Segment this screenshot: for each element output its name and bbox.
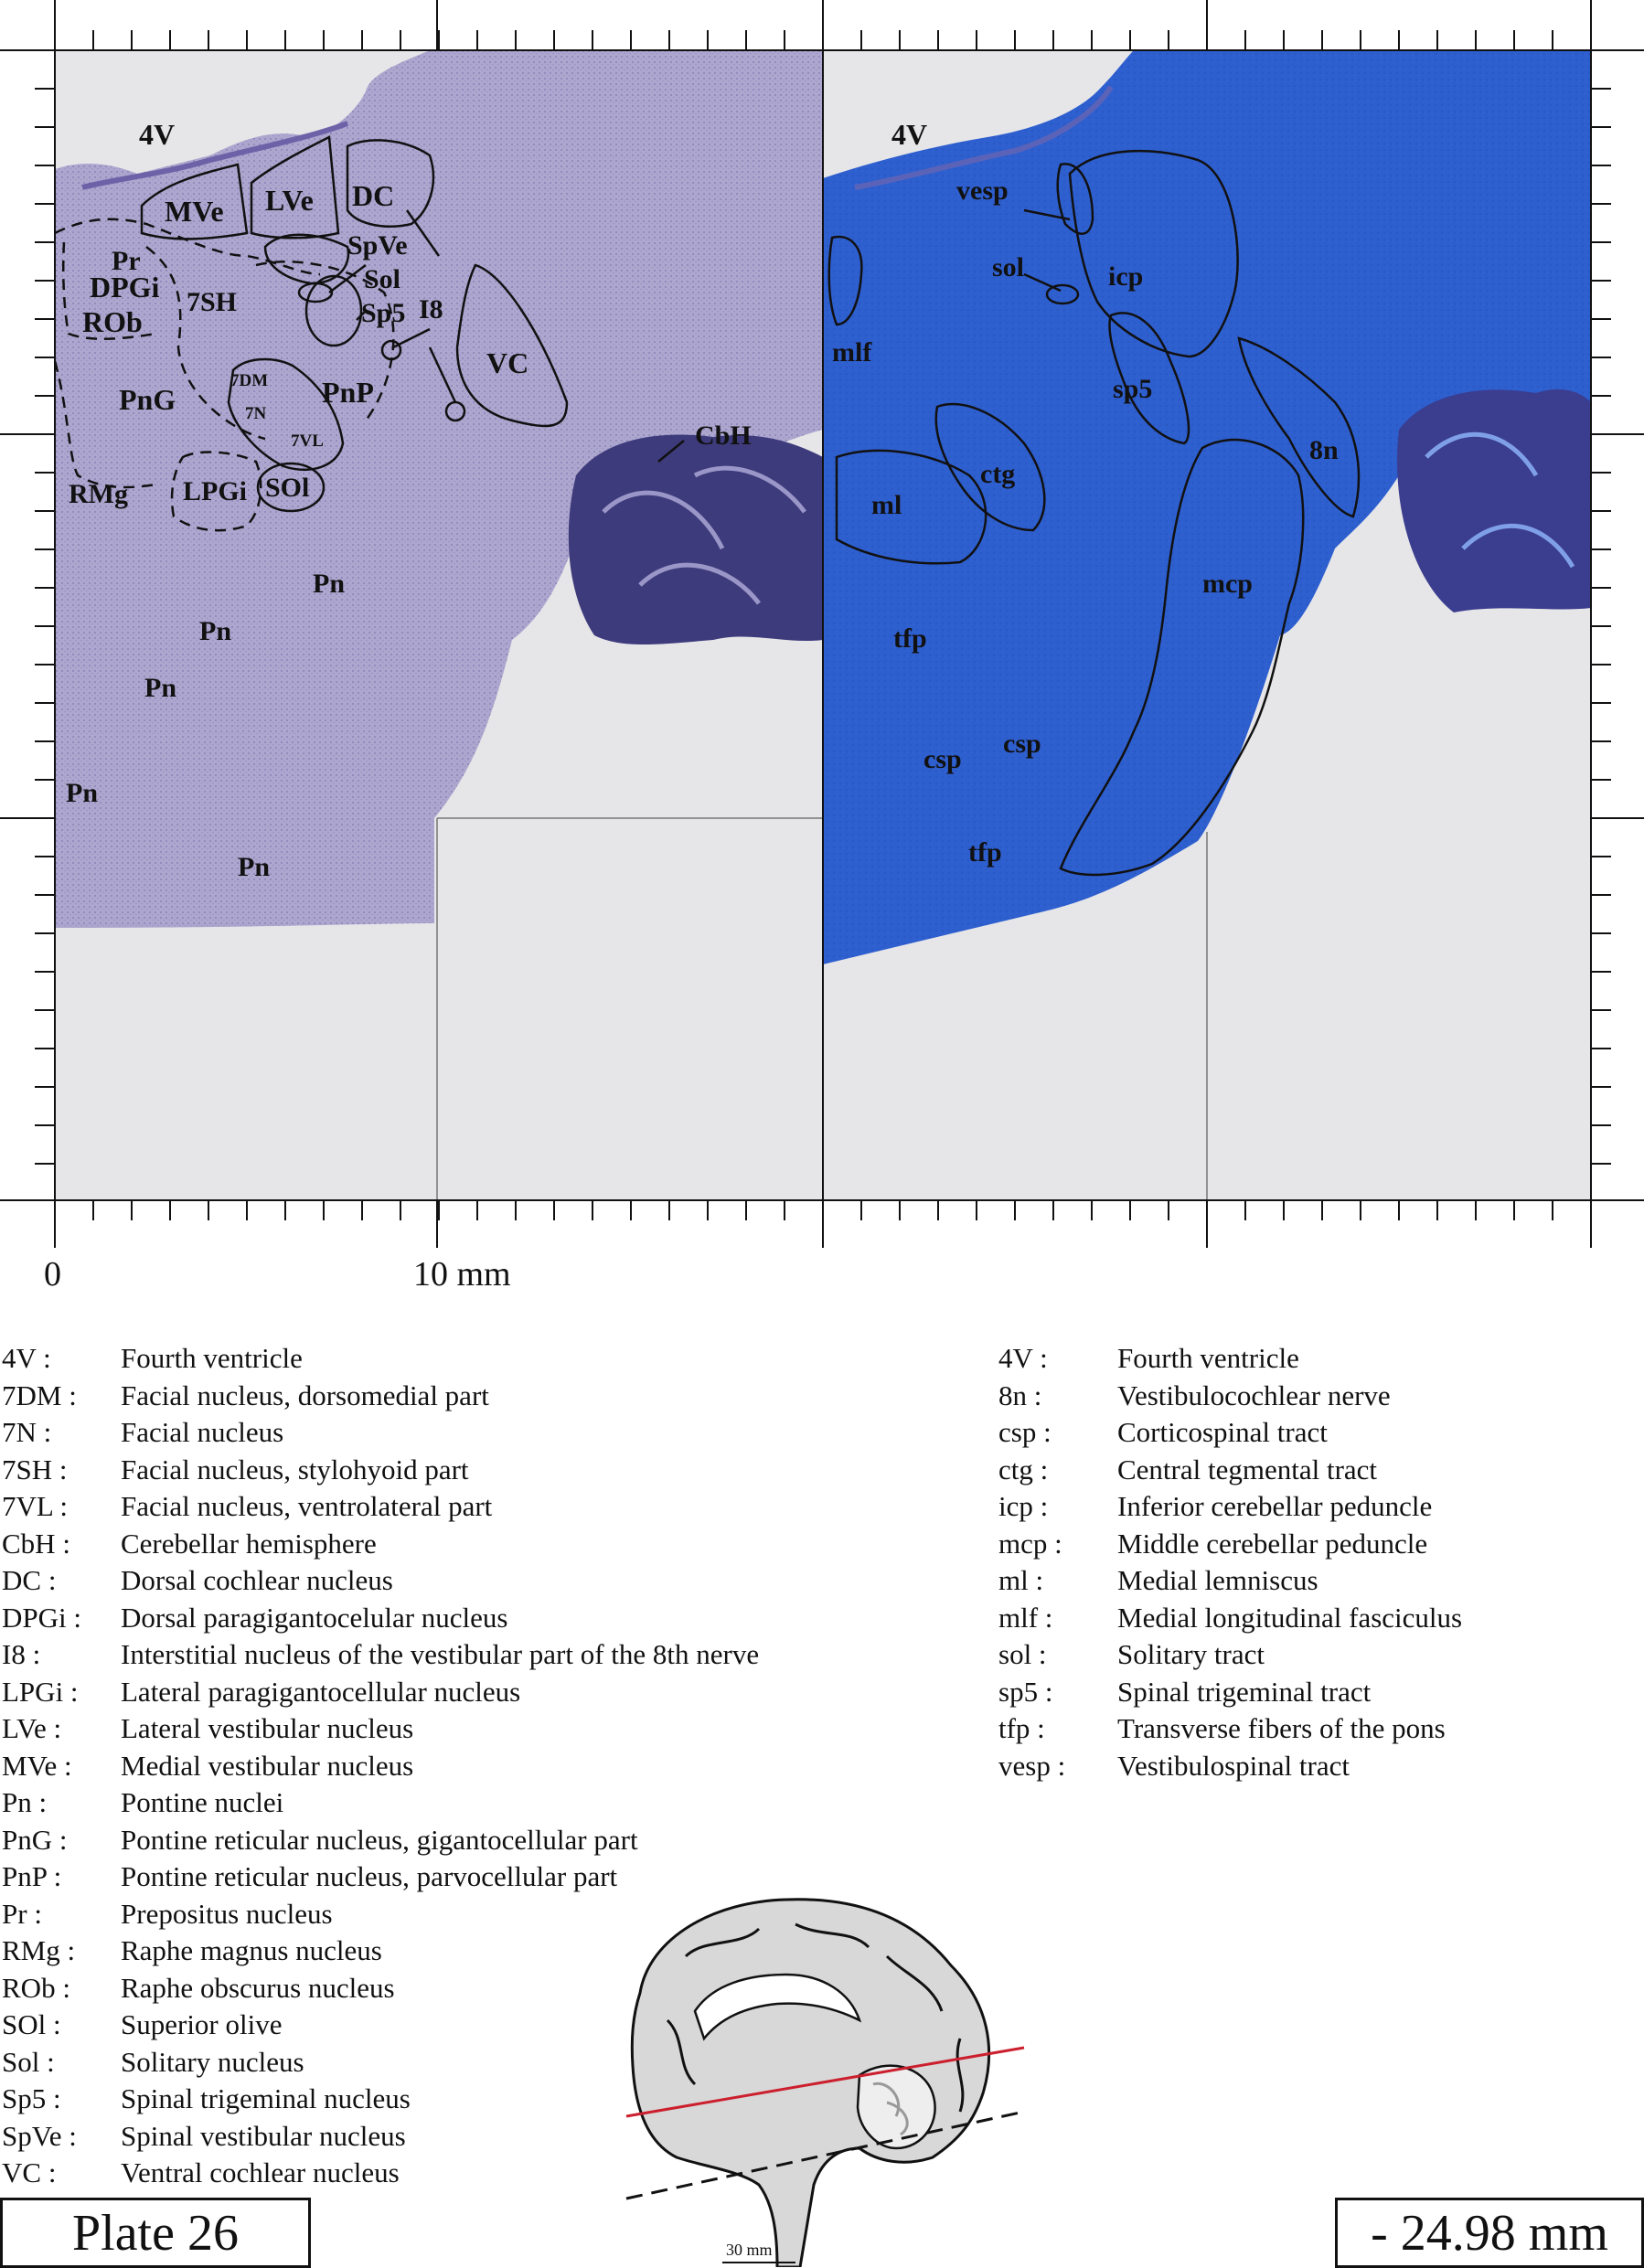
lfb-structure-label: sp5 xyxy=(1113,374,1153,404)
nissl-structure-label: I8 xyxy=(419,294,443,325)
nissl-structure-label: Pn xyxy=(238,852,271,882)
legend-abbreviation: Sol : xyxy=(2,2045,55,2078)
lfb-structure-label: 4V xyxy=(891,118,928,151)
legend-description: Raphe obscurus nucleus xyxy=(121,1971,395,2004)
legend-description: Cerebellar hemisphere xyxy=(121,1527,377,1560)
legend-abbreviation: 7DM : xyxy=(2,1379,77,1411)
legend-abbreviation: CbH : xyxy=(2,1527,70,1560)
nissl-structure-label: LVe xyxy=(265,184,314,217)
legend-abbreviation: RMg : xyxy=(2,1934,76,1966)
lfb-structure-label: mcp xyxy=(1202,569,1253,599)
nissl-structure-label: PnG xyxy=(119,383,176,416)
legend-description: Dorsal cochlear nucleus xyxy=(121,1564,393,1596)
legend-abbreviation: PnP : xyxy=(2,1860,62,1892)
legend-row xyxy=(2,1748,759,1785)
nissl-structure-label: Pr xyxy=(112,246,141,276)
legend-abbreviation: DPGi : xyxy=(2,1601,81,1634)
legend-row xyxy=(2,1562,759,1600)
legend-description: Prepositus nucleus xyxy=(121,1897,333,1930)
scale-zero-label: 0 xyxy=(44,1255,61,1294)
nissl-structure-label: 4V xyxy=(139,118,176,151)
lfb-structure-label: tfp xyxy=(968,837,1002,868)
legend-abbreviation: ml : xyxy=(998,1564,1044,1596)
legend-description: Solitary nucleus xyxy=(121,2045,304,2078)
legend-abbreviation: PnG : xyxy=(2,1823,68,1856)
nissl-structure-label: SpVe xyxy=(347,230,408,261)
legend-description: Solitary tract xyxy=(1117,1638,1265,1670)
legend-abbreviation: VC : xyxy=(2,2156,57,2188)
scale-ten-label: 10 mm xyxy=(413,1255,511,1294)
legend-row xyxy=(2,1378,759,1415)
brain-sagittal-schematic xyxy=(613,1883,1042,2267)
legend-row xyxy=(998,1414,1462,1452)
nissl-structure-label: MVe xyxy=(165,195,224,228)
lfb-structure-label: ml xyxy=(871,490,902,520)
legend-description: Spinal vestibular nucleus xyxy=(121,2119,406,2152)
nissl-structure-label: RMg xyxy=(69,479,128,509)
lfb-structure-label: ctg xyxy=(980,459,1016,489)
legend-description: Lateral vestibular nucleus xyxy=(121,1712,414,1744)
legend-description: Superior olive xyxy=(121,2008,283,2040)
legend-description: Medial vestibular nucleus xyxy=(121,1749,414,1782)
legend-abbreviation: I8 : xyxy=(2,1638,41,1670)
legend-row xyxy=(2,1674,759,1711)
legend-description: Vestibulospinal tract xyxy=(1117,1749,1350,1782)
legend-row xyxy=(998,1378,1462,1415)
legend-row xyxy=(998,1452,1462,1489)
legend-description: Pontine nuclei xyxy=(121,1786,284,1818)
plate-number: Plate 26 xyxy=(0,2198,311,2268)
legend-abbreviation: csp : xyxy=(998,1416,1052,1448)
legend-description: Corticospinal tract xyxy=(1117,1416,1328,1448)
legend-abbreviation: 7N : xyxy=(2,1416,52,1448)
legend-description: Medial lemniscus xyxy=(1117,1564,1318,1596)
lfb-structure-label: vesp xyxy=(956,176,1009,206)
legend-row xyxy=(2,1340,759,1378)
legend-abbreviation: 4V : xyxy=(998,1342,1048,1374)
legend-description: Middle cerebellar peduncle xyxy=(1117,1527,1428,1560)
legend-description: Fourth ventricle xyxy=(1117,1342,1299,1374)
nissl-structure-label: LPGi xyxy=(183,476,248,506)
legend-description: Spinal trigeminal tract xyxy=(1117,1675,1372,1708)
legend-description: Facial nucleus, dorsomedial part xyxy=(121,1379,489,1411)
lfb-structure-label: csp xyxy=(923,744,962,774)
legend-abbreviation: sp5 : xyxy=(998,1675,1053,1708)
legend-row xyxy=(2,1710,759,1748)
legend-abbreviation: LVe : xyxy=(2,1712,62,1744)
legend-abbreviation: sol : xyxy=(998,1638,1047,1670)
legend-row xyxy=(2,1784,759,1822)
legend-abbreviation: DC : xyxy=(2,1564,57,1596)
coordinate-label: - 24.98 mm xyxy=(1335,2198,1644,2268)
legend-description: Pontine reticular nucleus, parvocellular part xyxy=(121,1860,618,1892)
legend-description: Ventral cochlear nucleus xyxy=(121,2156,400,2188)
lfb-structure-label: mlf xyxy=(832,337,872,367)
legend-abbreviation: ROb : xyxy=(2,1971,70,2004)
legend-row xyxy=(998,1636,1462,1674)
legend-description: Facial nucleus, stylohyoid part xyxy=(121,1453,469,1485)
legend-description: Facial nucleus xyxy=(121,1416,284,1448)
nissl-structure-label: 7N xyxy=(245,404,267,423)
lfb-structure-label: sol xyxy=(992,252,1025,282)
nissl-structure-label: ROb xyxy=(82,305,143,338)
legend-row xyxy=(2,1636,759,1674)
legend-abbreviation: 8n : xyxy=(998,1379,1042,1411)
legend-abbreviation: SpVe : xyxy=(2,2119,77,2152)
nissl-structure-label: Pn xyxy=(199,616,232,646)
legend-row xyxy=(998,1674,1462,1711)
nissl-structure-label: Pn xyxy=(66,778,99,808)
nissl-structure-label: Pn xyxy=(313,569,346,599)
nissl-structure-label: CbH xyxy=(695,421,752,451)
nissl-structure-label: Sp5 xyxy=(361,298,406,328)
nissl-structure-label: SOl xyxy=(265,473,310,503)
cerebellum-fragment-right xyxy=(1397,389,1591,612)
legend-abbreviation: SOl : xyxy=(2,2008,61,2040)
legend-abbreviation: tfp : xyxy=(998,1712,1045,1744)
legend-abbreviation: Pr : xyxy=(2,1897,42,1930)
legend-description: Fourth ventricle xyxy=(121,1342,303,1374)
legend-abbreviation: Sp5 : xyxy=(2,2082,61,2114)
legend-abbreviation: icp : xyxy=(998,1490,1049,1522)
nissl-structure-label: PnP xyxy=(322,376,374,409)
nissl-structure-label: Sol xyxy=(364,264,401,294)
nissl-structure-label: VC xyxy=(486,346,529,379)
legend-description: Facial nucleus, ventrolateral part xyxy=(121,1490,493,1522)
legend-abbreviation: 7VL : xyxy=(2,1490,69,1522)
nissl-structure-label: DPGi xyxy=(90,271,160,303)
legend-row xyxy=(998,1340,1462,1378)
legend-right xyxy=(998,1340,1462,1784)
legend-row xyxy=(2,1488,759,1526)
legend-description: Central tegmental tract xyxy=(1117,1453,1378,1485)
lfb-structure-label: icp xyxy=(1108,261,1144,292)
brain-scale-label: 30 mm xyxy=(726,2241,773,2259)
legend-abbreviation: mcp : xyxy=(998,1527,1062,1560)
legend-abbreviation: ctg : xyxy=(998,1453,1049,1485)
nissl-structure-label: 7VL xyxy=(291,431,324,451)
nissl-structure-label: DC xyxy=(352,179,395,212)
cerebellum-fragment xyxy=(569,434,823,644)
legend-description: Spinal trigeminal nucleus xyxy=(121,2082,411,2114)
legend-row xyxy=(998,1562,1462,1600)
nissl-structure-label: 7DM xyxy=(230,371,269,390)
legend-row xyxy=(998,1710,1462,1748)
lfb-structure-label: csp xyxy=(1003,729,1041,759)
legend-description: Lateral paragigantocellular nucleus xyxy=(121,1675,521,1708)
legend-row xyxy=(998,1600,1462,1637)
legend-abbreviation: MVe : xyxy=(2,1749,72,1782)
legend-abbreviation: Pn : xyxy=(2,1786,48,1818)
legend-row xyxy=(2,1526,759,1563)
legend-row xyxy=(998,1526,1462,1563)
legend-abbreviation: 4V : xyxy=(2,1342,51,1374)
legend-description: Interstitial nucleus of the vestibular part of the 8th nerve xyxy=(121,1638,760,1670)
legend-abbreviation: mlf : xyxy=(998,1601,1053,1634)
legend-description: Raphe magnus nucleus xyxy=(121,1934,382,1966)
legend-row xyxy=(2,1414,759,1452)
legend-row xyxy=(998,1488,1462,1526)
legend-description: Vestibulocochlear nerve xyxy=(1117,1379,1391,1411)
lfb-structure-label: tfp xyxy=(893,623,927,654)
legend-row xyxy=(2,1822,759,1859)
nissl-structure-label: 7SH xyxy=(187,287,238,317)
legend-description: Medial longitudinal fasciculus xyxy=(1117,1601,1463,1634)
legend-row xyxy=(2,1600,759,1637)
legend-description: Pontine reticular nucleus, gigantocellular part xyxy=(121,1823,638,1856)
legend-abbreviation: vesp : xyxy=(998,1749,1066,1782)
legend-row xyxy=(998,1748,1462,1785)
legend-abbreviation: 7SH : xyxy=(2,1453,68,1485)
legend-description: Inferior cerebellar peduncle xyxy=(1117,1490,1433,1522)
lfb-structure-label: 8n xyxy=(1309,435,1339,465)
legend-abbreviation: LPGi : xyxy=(2,1675,79,1708)
legend-description: Transverse fibers of the pons xyxy=(1117,1712,1446,1744)
legend-row xyxy=(2,1452,759,1489)
legend-description: Dorsal paragigantocelular nucleus xyxy=(121,1601,508,1634)
nissl-structure-label: Pn xyxy=(144,673,177,703)
